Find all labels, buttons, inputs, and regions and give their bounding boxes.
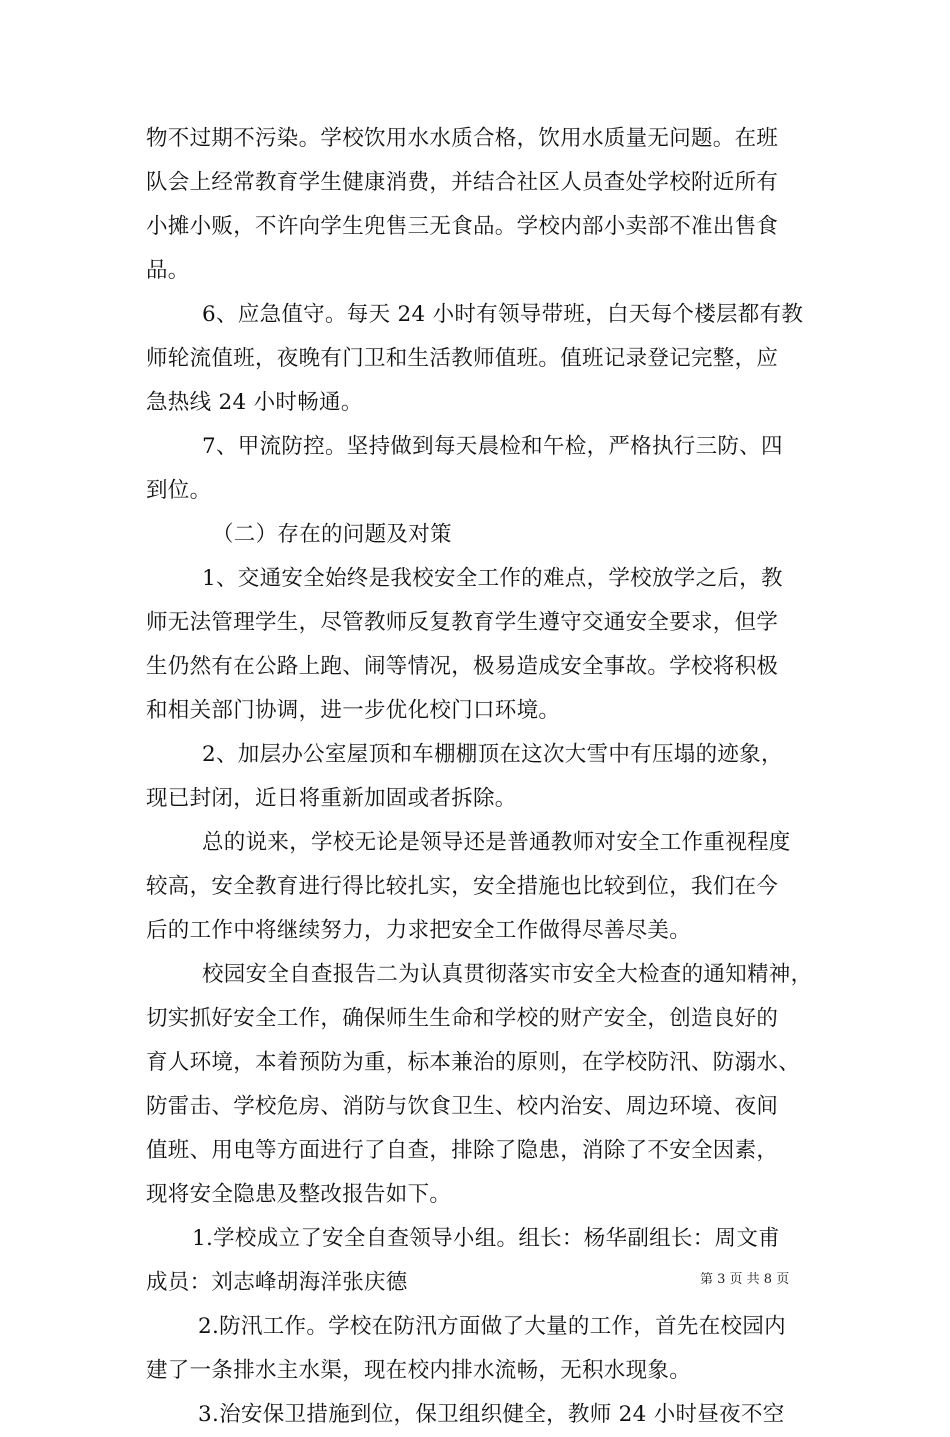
text-line: 现已封闭，近日将重新加固或者拆除。 [146,786,517,811]
text-line: 师无法管理学生，尽管教师反复教育学生遵守交通安全要求，但学 [146,610,779,635]
paragraph-start-line: 3.治安保卫措施到位，保卫组织健全，教师 24 小时昼夜不空 [198,1402,785,1427]
paragraph-start-line: 1、交通安全始终是我校安全工作的难点，学校放学之后，教 [202,566,783,591]
text-line: 生仍然有在公路上跑、闹等情况，极易造成安全事故。学校将积极 [146,654,779,679]
text-line: 到位。 [146,478,212,503]
paragraph-start-line: 6、应急值守。每天 24 小时有领导带班，白天每个楼层都有教 [202,302,804,327]
text-line: 较高，安全教育进行得比较扎实，安全措施也比较到位，我们在今 [146,874,779,899]
paragraph-start-line: 7、甲流防控。坚持做到每天晨检和午检，严格执行三防、四 [202,434,783,459]
paragraph-start-line: 1.学校成立了安全自查领导小组。组长：杨华副组长：周文甫 [192,1226,780,1251]
text-line: 切实抓好安全工作，确保师生生命和学校的财产安全，创造良好的 [146,1006,779,1031]
text-line: 后的工作中将继续努力，力求把安全工作做得尽善尽美。 [146,918,692,943]
section-heading: （二）存在的问题及对策 [212,522,452,547]
text-line: 防雷击、学校危房、消防与饮食卫生、校内治安、周边环境、夜间 [146,1094,779,1119]
text-line: 和相关部门协调，进一步优化校门口环境。 [146,698,561,723]
page-number: 第 3 页 共 8 页 [700,1272,790,1287]
document-body [146,117,818,1437]
paragraph-start-line: 2.防汛工作。学校在防汛方面做了大量的工作，首先在校园内 [198,1314,786,1339]
text-line: 队会上经常教育学生健康消费，并结合社区人员查处学校附近所有 [146,170,779,195]
text-line: 建了一条排水主水渠，现在校内排水流畅，无积水现象。 [146,1358,692,1383]
text-line: 育人环境，本着预防为重，标本兼治的原则，在学校防汛、防溺水、 [146,1050,801,1075]
text-line: 成员：刘志峰胡海洋张庆德 [146,1270,408,1295]
text-line: 品。 [146,258,190,283]
text-line: 物不过期不污染。学校饮用水水质合格，饮用水质量无问题。在班 [146,126,779,151]
text-line: 现将安全隐患及整改报告如下。 [146,1182,452,1207]
text-line: 师轮流值班，夜晚有门卫和生活教师值班。值班记录登记完整，应 [146,346,779,371]
text-line: 急热线 24 小时畅通。 [146,390,363,415]
paragraph-start-line: 总的说来，学校无论是领导还是普通教师对安全工作重视程度 [202,830,791,855]
paragraph-start-line: 校园安全自查报告二为认真贯彻落实市安全大检查的通知精神， [202,962,813,987]
text-line: 小摊小贩，不许向学生兜售三无食品。学校内部小卖部不准出售食 [146,214,779,239]
paragraph-start-line: 2、加层办公室屋顶和车棚棚顶在这次大雪中有压塌的迹象， [202,742,783,767]
text-line: 值班、用电等方面进行了自查，排除了隐患，消除了不安全因素， [146,1138,779,1163]
